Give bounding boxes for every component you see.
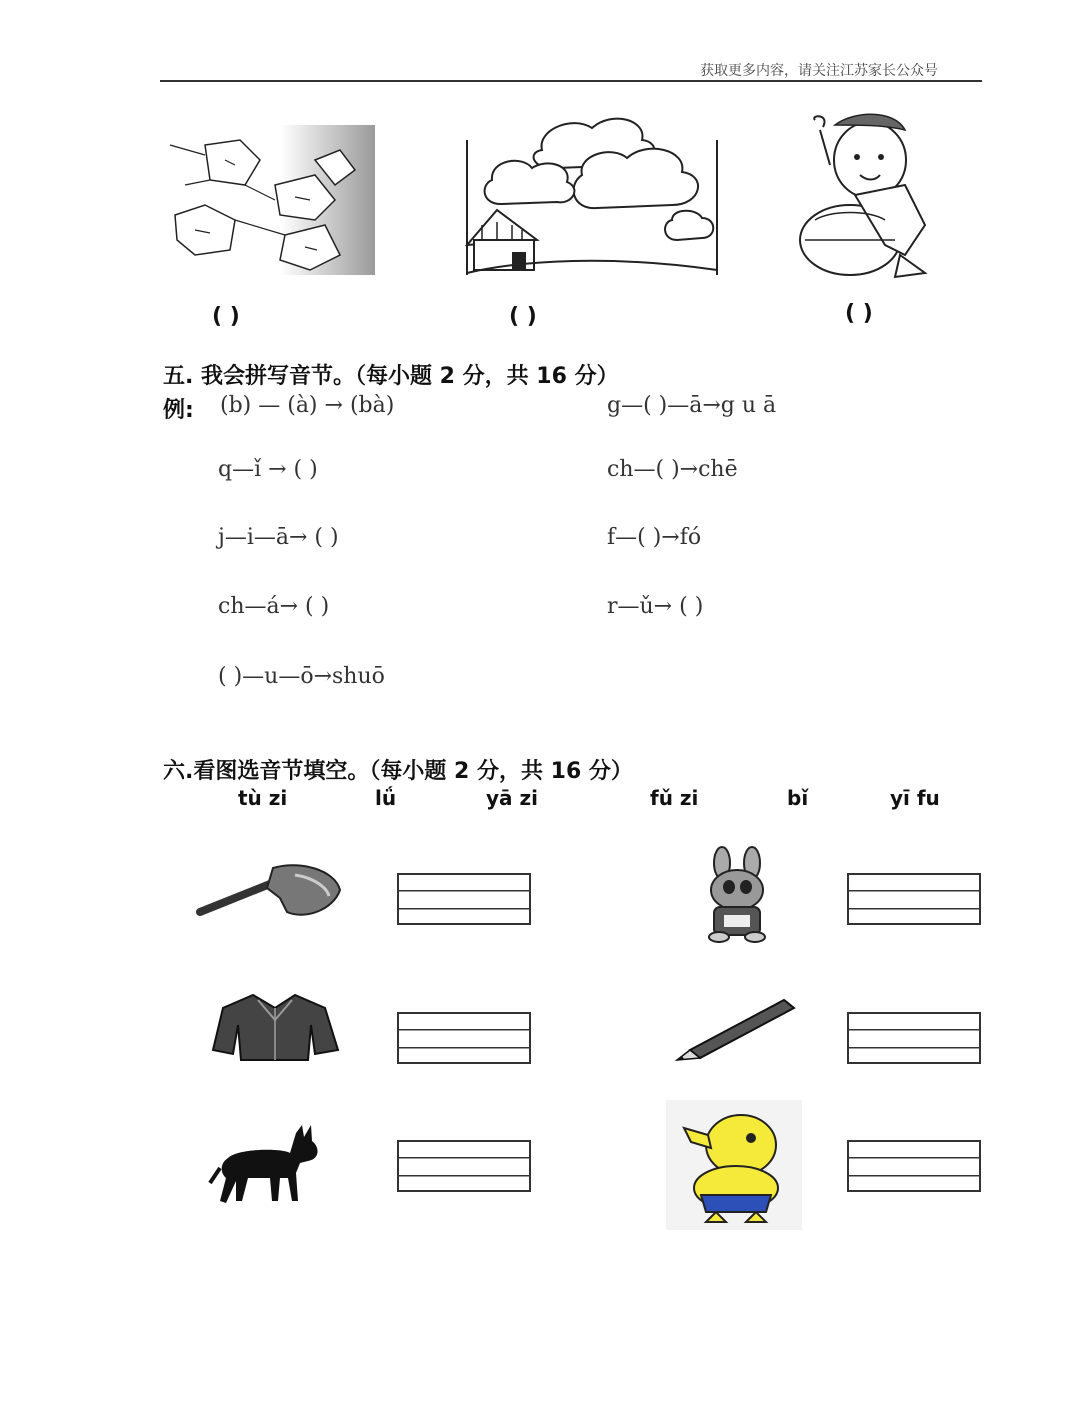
spelling-item-7[interactable]: r—ǔ→ ( ) <box>607 594 704 619</box>
pinyin-box-axe[interactable] <box>397 873 531 925</box>
pencil-icon <box>672 992 798 1064</box>
donkey-icon <box>208 1123 323 1207</box>
duckling-icon <box>666 1100 802 1230</box>
option-bi: bǐ <box>787 786 809 810</box>
spelling-item-6[interactable]: ch—á→ ( ) <box>218 594 330 619</box>
option-tuzi: tù zi <box>238 786 288 810</box>
pinyin-box-donkey[interactable] <box>397 1140 531 1192</box>
pinyin-box-rabbit[interactable] <box>847 873 981 925</box>
pinyin-box-jacket[interactable] <box>397 1012 531 1064</box>
answer-slot-2[interactable]: ( ) <box>509 304 537 329</box>
spelling-item-8[interactable]: ( )—u—ō→shuō <box>218 664 385 689</box>
answer-slot-1[interactable]: ( ) <box>212 304 240 329</box>
jacket-icon <box>203 990 345 1062</box>
header-note: 获取更多内容，请关注江苏家长公众号 <box>700 63 938 79</box>
example-text: (b) — (à) → (bà) <box>220 393 395 418</box>
pinyin-box-pencil[interactable] <box>847 1012 981 1064</box>
spelling-item-5[interactable]: f—( )→fó <box>607 525 702 550</box>
axe-icon <box>195 860 343 922</box>
drummer-boy-picture <box>785 105 935 280</box>
header-divider <box>160 80 982 82</box>
rabbit-icon <box>694 845 784 943</box>
spelling-item-4[interactable]: j—i—ā→ ( ) <box>218 525 339 550</box>
morning-glory-flower-picture <box>165 125 375 275</box>
section6-title: 六.看图选音节填空。（每小题 2 分，共 16 分） <box>163 759 633 784</box>
pinyin-box-duckling[interactable] <box>847 1140 981 1192</box>
option-yifu: yī fu <box>890 786 940 810</box>
answer-slot-3[interactable]: ( ) <box>845 301 873 326</box>
spelling-item-2[interactable]: q—ǐ → ( ) <box>218 457 318 482</box>
option-lv: lǘ <box>375 786 397 810</box>
spelling-item-1[interactable]: g—( )—ā→g u ā <box>607 393 777 418</box>
option-fuzi: fǔ zi <box>650 786 699 810</box>
section5-title: 五. 我会拼写音节。（每小题 2 分，共 16 分） <box>163 364 619 389</box>
example-label: 例: <box>163 398 194 423</box>
option-yazi: yā zi <box>486 786 538 810</box>
spelling-item-3[interactable]: ch—( )→chē <box>607 457 738 482</box>
clouds-yurt-picture <box>462 110 722 280</box>
